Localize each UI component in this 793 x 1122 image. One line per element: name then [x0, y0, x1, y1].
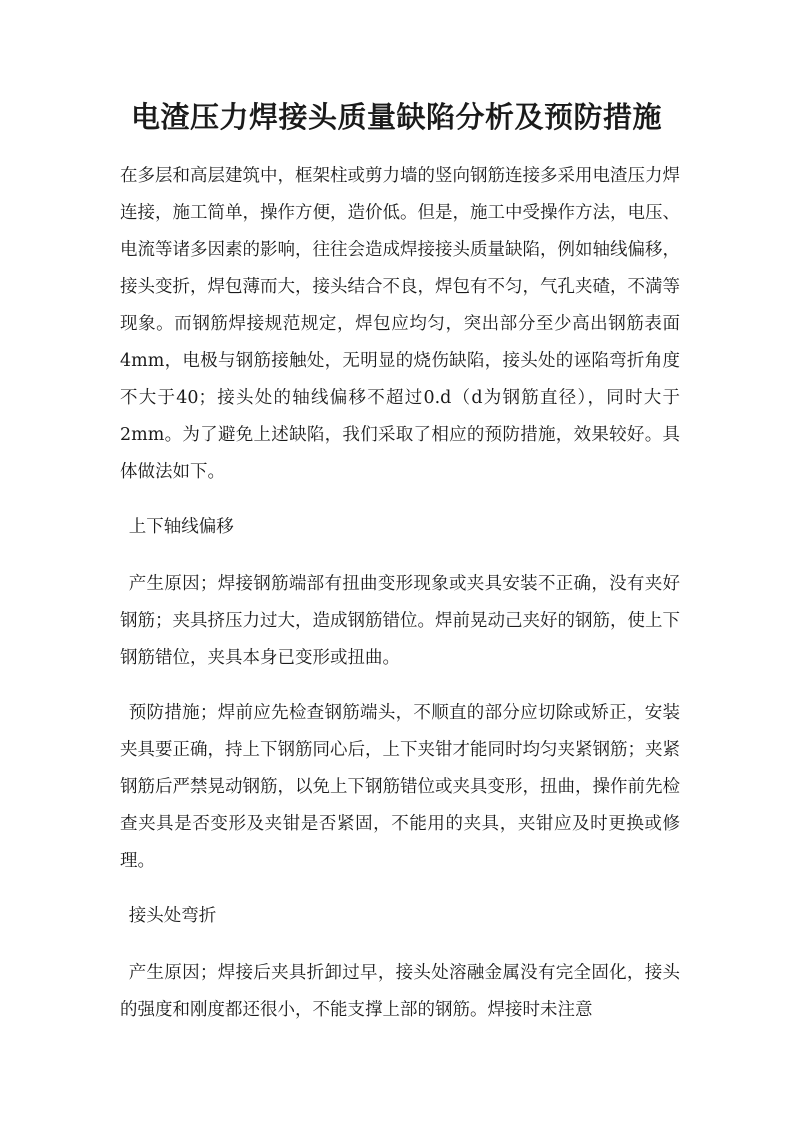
joint-bending-cause-paragraph: 产生原因；焊接后夹具折卸过早，接头处溶融金属没有完全固化，接头的强度和刚度都还很小，不能支撑上部的钢筋。焊接时未注意 — [120, 963, 680, 1020]
section-heading-joint-bending: 接头处弯折 — [128, 906, 217, 926]
intro-paragraph: 在多层和高层建筑中，框架柱或剪力墙的竖向钢筋连接多采用电渣压力焊连接，施工简单，操作方便，造价低。但是，施工中受操作方法，电压、电流等诸多因素的影响，往往会造成焊接接头质量缺陷，例如轴线偏移，接头变折，焊包薄而大，接头结合不良，焊包有不匀，气孔夹碴，不満等现象。而钢筋焊接规范规定，焊包应均匀，突出部分至少高出钢筋表面4mm，电极与钢筋接触处，无明显的烧伤缺陷，接头处的诬陷弯折角度不大于40；接头处的轴线偏移不超过0.d（d为钢筋直径），同时大于2mm。为了避免上述缺陷，我们采取了相应的预防措施，效果较好。具体做法如下。 — [120, 166, 680, 482]
section-heading-axis-offset: 上下轴线偏移 — [128, 517, 234, 537]
axis-offset-cause-paragraph: 产生原因；焊接钢筋端部有扭曲变形现象或夹具安装不正确，没有夹好钢筋；夹具挤压力过大，造成钢筋错位。焊前晃动己夹好的钢筋，使上下钢筋错位，夹具本身已变形或扭曲。 — [120, 574, 680, 668]
document-body — [120, 158, 680, 1047]
axis-offset-prevention-paragraph: 预防措施；焊前应先检查钢筋端头，不顺直的部分应切除或矫正，安装夹具要正确，持上下钢筋同心后，上下夹钳才能同时均匀夹紧钢筋；夹紧钢筋后严禁晃动钢筋，以免上下钢筋错位或夹具变形，扭曲，操作前先检查夹具是否变形及夹钳是否紧固，不能用的夹具，夹钳应及时更换或修理。 — [120, 703, 680, 871]
document-title: 电渣压力焊接头质量缺陷分析及预防措施 — [130, 100, 662, 134]
